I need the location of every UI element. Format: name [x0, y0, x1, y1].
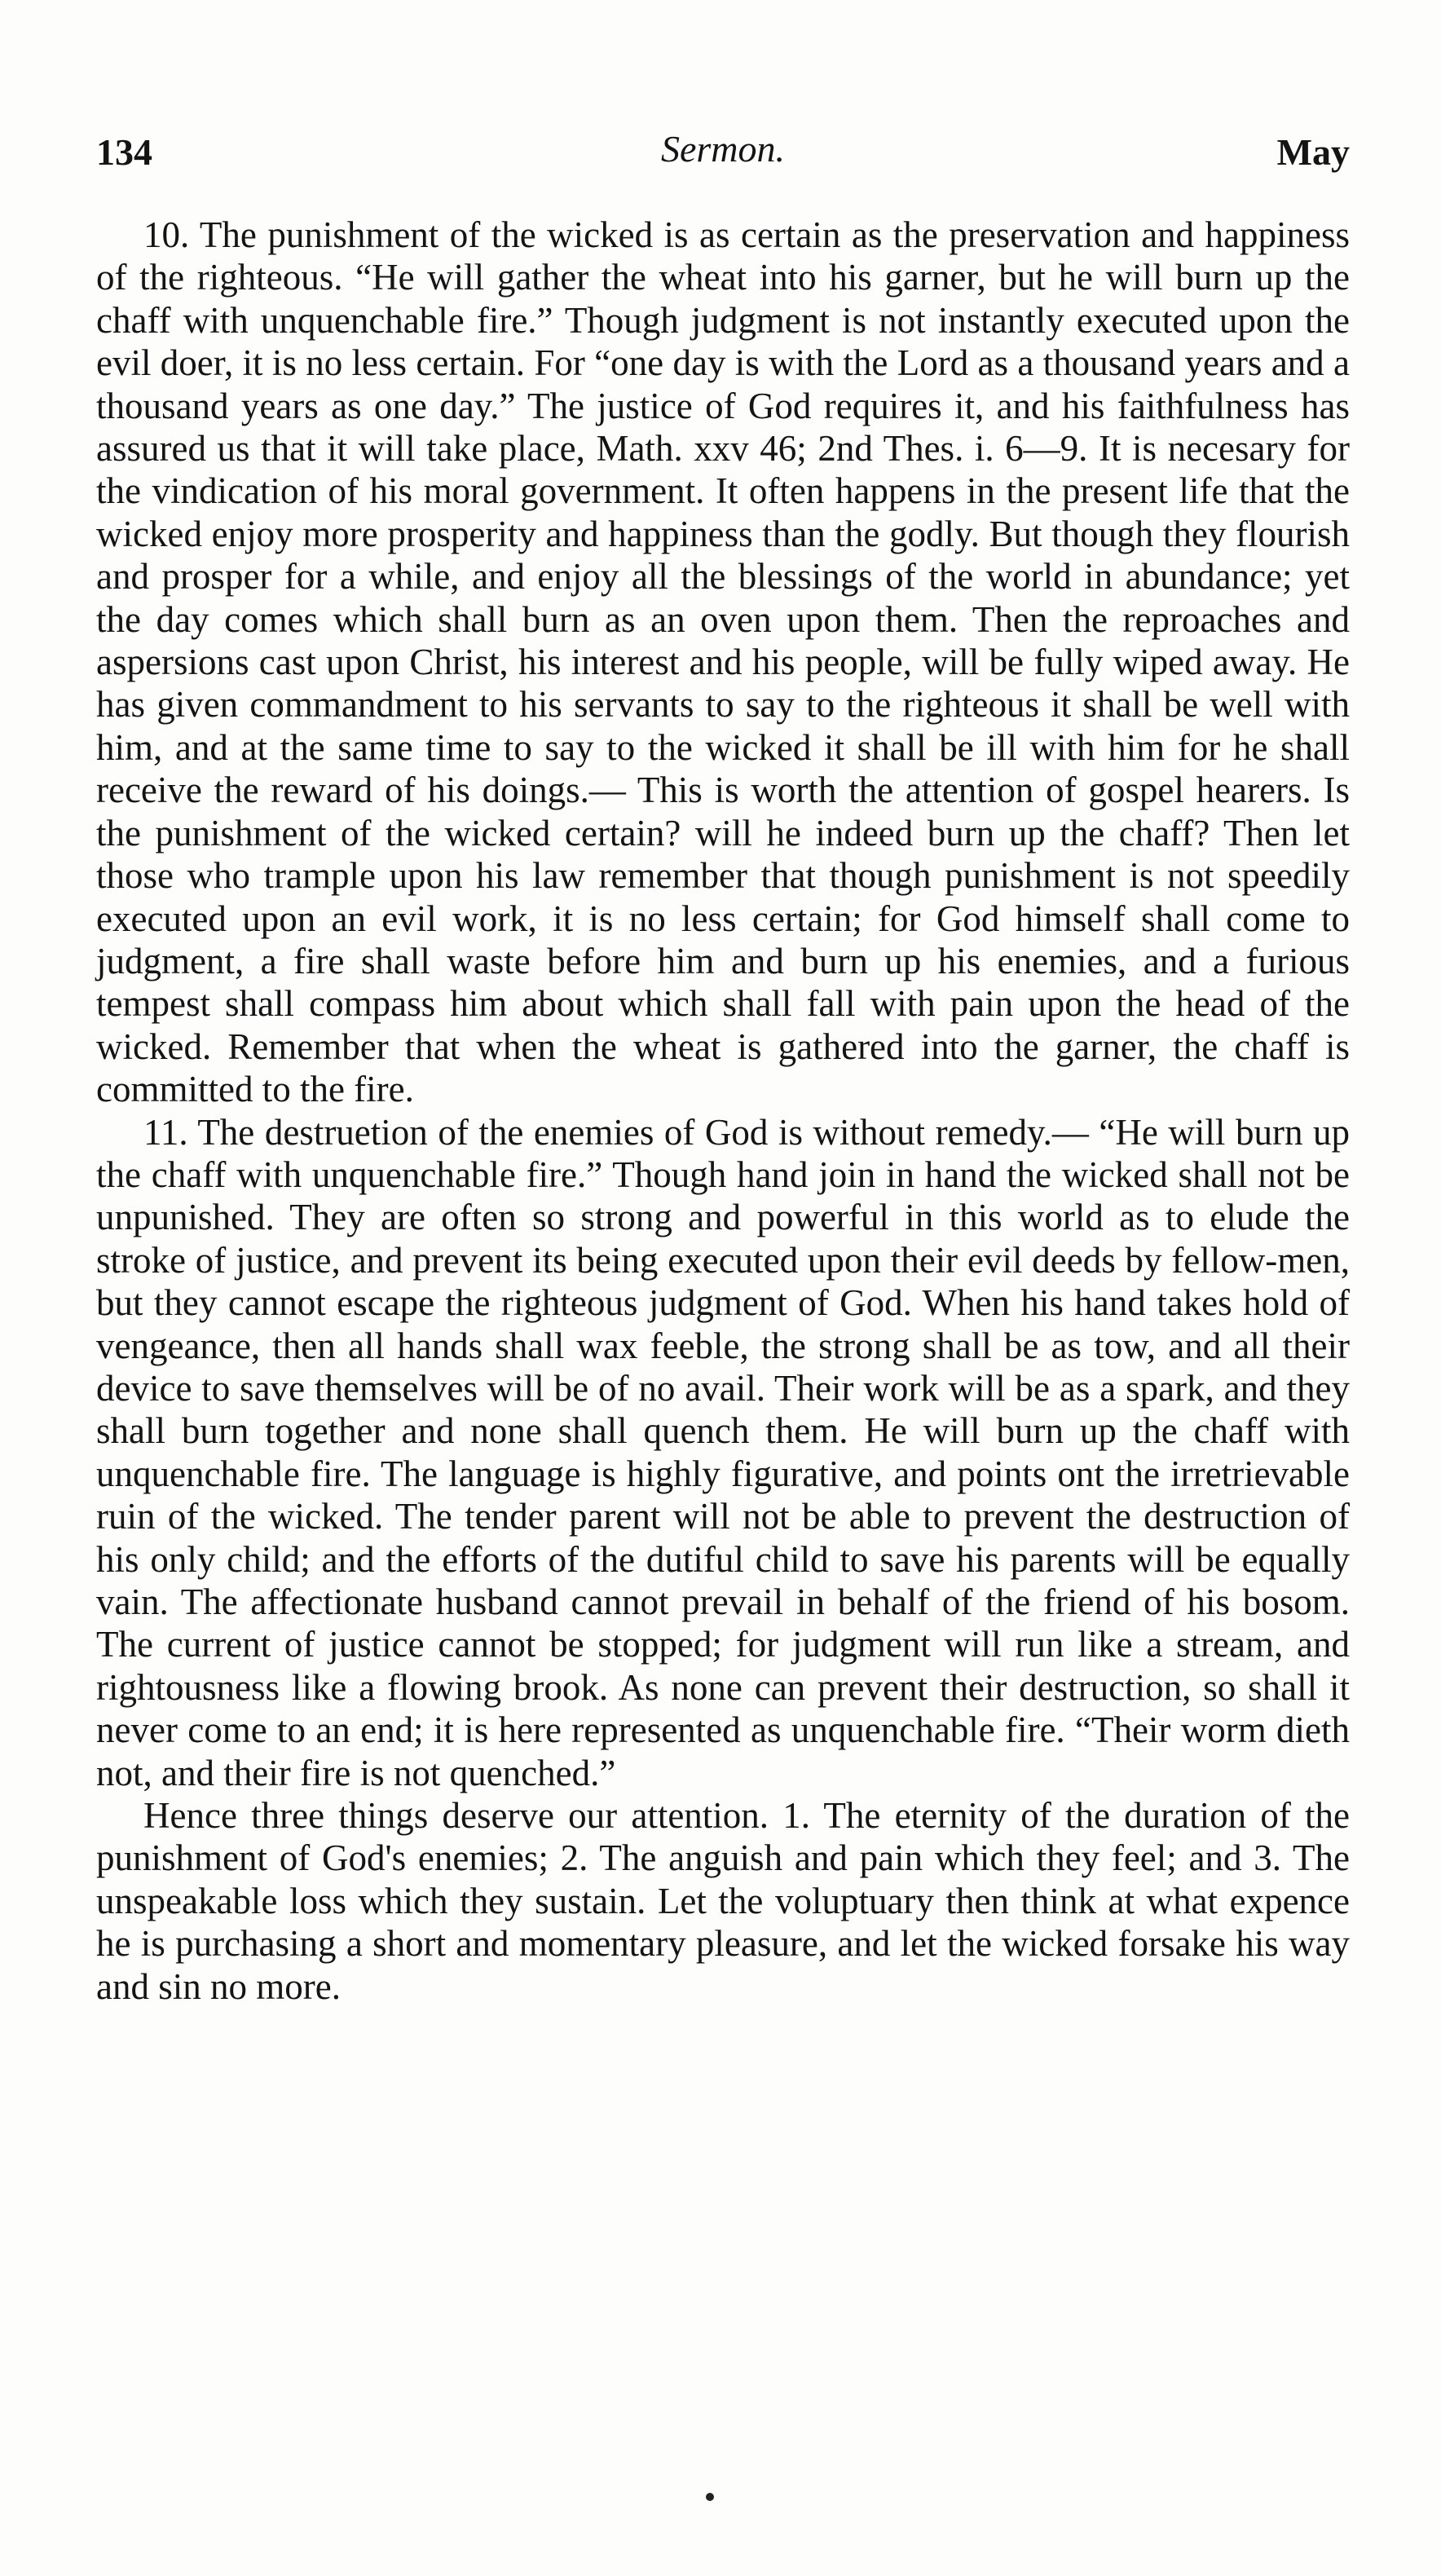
page-body [96, 214, 1350, 2008]
page-number: 134 [96, 131, 152, 173]
paragraph-conclusion: Hence three things deserve our attention. 1. The eternity of the duration of the punishment of God's enemies; 2. The anguish and pain which they feel; and 3. The unspeakable loss which they sustain. Let the voluptuary then think at what expence he is purchasing a short and momentary pleasure, and let the wicked forsake his way and sin no more. [96, 1795, 1350, 2007]
footer-mark [706, 2493, 714, 2501]
paragraph-11: 11. The destruetion of the enemies of God is without remedy.— “He will burn up the chaff with unquenchable fire.” Though hand join in hand the wicked shall not be unpunished. They are often so strong and powerful in this world as to elude the stroke of justice, and prevent its being executed upon their evil deeds by fellow-men, but they cannot escape the righteous judgment of God. When his hand takes hold of vengeance, then all hands shall wax feeble, the strong shall be as tow, and all their device to save themselves will be of no avail. Their work will be as a spark, and they shall burn together and none shall quench them. He will burn up the chaff with unquenchable fire. The language is highly figurative, and points ont the irretrievable ruin of the wicked. The tender parent will not be able to prevent the destruction of his only child; and the efforts of the dutiful child to save his parents will be equally vain. The affectionate husband cannot prevail in behalf of the friend of his bosom. The current of justice cannot be stopped; for judgment will run like a stream, and rightousness like a flowing brook. As none can prevent their destruction, so shall it never come to an end; it is here represented as unquenchable fire. “Their worm dieth not, and their fire is not quenched.” [96, 1111, 1350, 1793]
running-month: May [1276, 131, 1350, 173]
running-title: Sermon. [660, 128, 786, 170]
paragraph-10: 10. The punishment of the wicked is as certain as the preservation and happiness of the righteous. “He will gather the wheat into his garner, but he will burn up the chaff with unquenchable fire.” Though judgment is not instantly executed upon the evil doer, it is no less certain. For “one day is with the Lord as a thousand years and a thousand years as one day.” The justice of God requires it, and his faithfulness has assured us that it will take place, Math. xxv 46; 2nd Thes. i. 6—9. It is necesary for the vindication of his moral government. It often happens in the present life that the wicked enjoy more prosperity and happiness than the godly. But though they flourish and prosper for a while, and enjoy all the blessings of the world in abundance; yet the day comes which shall burn as an oven upon them. Then the reproaches and aspersions cast upon Christ, his interest and his people, will be fully wiped away. He has given commandment to his servants to say to the righteous it shall be well with him, and at the same time to say to the wicked it shall be ill with him for he shall receive the reward of his doings.— This is worth the attention of gospel hearers. Is the punishment of the wicked certain? will he indeed burn up the chaff? Then let those who trample upon his law remember that though punishment is not speedily executed upon an evil work, it is no less certain; for God himself shall come to judgment, a fire shall waste before him and burn up his enemies, and a furious tempest shall compass him about which shall fall with pain upon the head of the wicked. Remember that when the wheat is gathered into the garner, the chaff is committed to the fire. [96, 214, 1350, 1110]
running-header [96, 124, 1350, 189]
